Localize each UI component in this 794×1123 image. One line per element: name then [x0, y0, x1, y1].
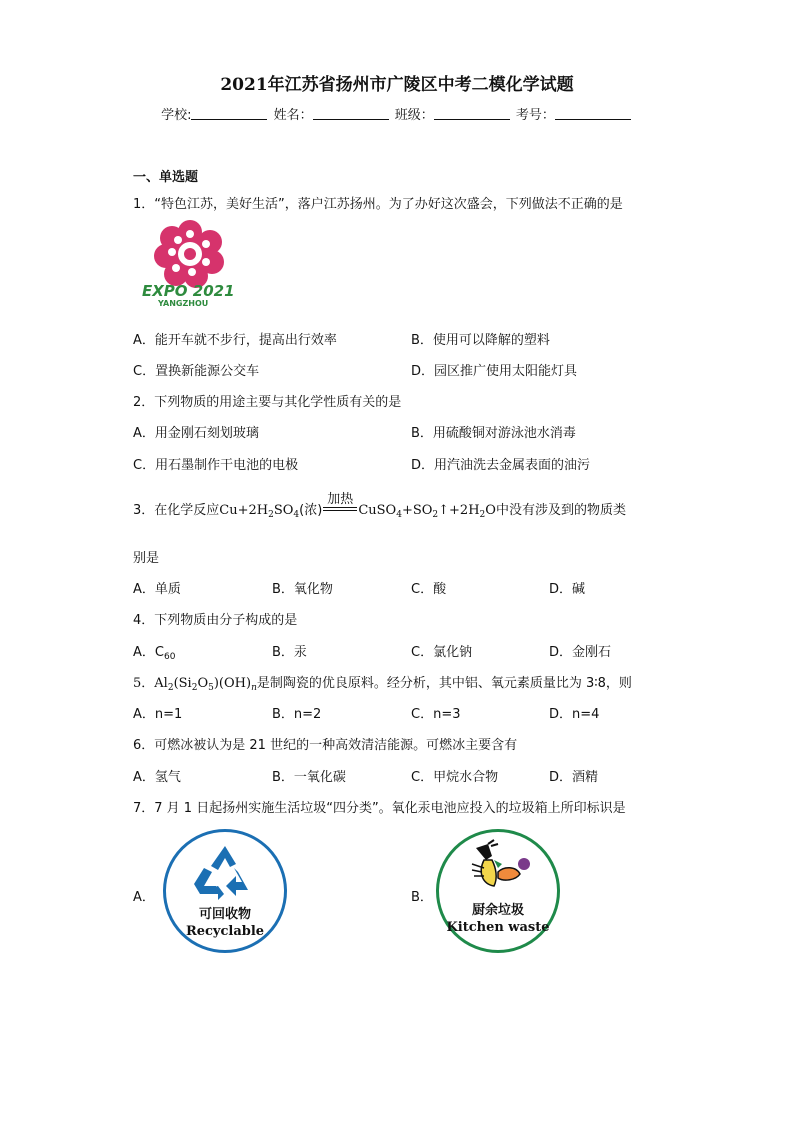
q1-option-c[interactable]: C．置换新能源公交车: [133, 364, 260, 379]
q3-option-d[interactable]: D．碱: [549, 582, 586, 597]
q5-option-a[interactable]: A．n=1: [133, 707, 183, 722]
q3-suffix: 中没有涉及到的物质类: [495, 503, 626, 518]
q3-concentrated: (浓): [299, 503, 323, 518]
class-blank[interactable]: [434, 107, 510, 120]
expo-logo-text: EXPO 2021: [142, 282, 235, 300]
q7-stem: 7．7 月 1 日起扬州实施生活垃圾“四分类”。氧化汞电池应投入的垃圾箱上所印标识是: [133, 801, 626, 816]
q2-option-c[interactable]: C．用石墨制作干电池的电极: [133, 458, 299, 473]
q5-formula: 5．$Al_2(Si_2O_5)(OH)_n$: [133, 676, 257, 693]
q4-option-b[interactable]: B．汞: [272, 645, 307, 660]
expo-logo: [140, 218, 240, 310]
kitchen-waste-badge[interactable]: [436, 829, 560, 953]
q3-condition-arrow: 加热: [322, 503, 358, 518]
q1-option-b[interactable]: B．使用可以降解的塑料: [411, 333, 550, 348]
q3-option-c[interactable]: C．酸: [411, 582, 447, 597]
kitchen-waste-icon: [458, 838, 538, 898]
q2-option-b[interactable]: B．用硫酸铜对游泳池水消毒: [411, 426, 576, 441]
q7-option-a-label[interactable]: A．: [133, 890, 155, 905]
q1-option-d[interactable]: D．园区推广使用太阳能灯具: [411, 364, 578, 379]
name-blank[interactable]: [313, 107, 389, 120]
q3-option-a[interactable]: A．单质: [133, 582, 181, 597]
kitchen-waste-cn-label: 厨余垃圾: [471, 903, 524, 918]
name-label: 姓名：: [273, 108, 313, 123]
school-blank[interactable]: [191, 107, 267, 120]
q5-stem: 5．$Al_2(Si_2O_5)(OH)_n$是制陶瓷的优良原料。经分析，其中铝、氧元素质量比为 3∶8，则: [133, 676, 632, 693]
page-title: 2021年江苏省扬州市广陵区中考二模化学试题: [220, 75, 574, 95]
q6-option-b[interactable]: B．一氧化碳: [272, 770, 346, 785]
q6-option-d[interactable]: D．酒精: [549, 770, 599, 785]
q3-prefix: 3．在化学反应: [133, 503, 220, 518]
q3-stem: [133, 492, 626, 520]
q7-option-b-label[interactable]: B．: [411, 890, 433, 905]
id-blank[interactable]: [555, 107, 631, 120]
recyclable-en-label: Recyclable: [185, 924, 265, 939]
section-title: 一、单选题: [133, 170, 199, 185]
q4-option-a[interactable]: A．$C_{60}$: [133, 645, 176, 662]
q1-option-a[interactable]: A．能开车就不步行，提高出行效率: [133, 333, 337, 348]
expo-logo-subtext: YANGZHOU: [158, 299, 209, 308]
q4-option-c[interactable]: C．氯化钠: [411, 645, 473, 660]
recyclable-cn-label: 可回收物: [198, 907, 251, 922]
q5-option-d[interactable]: D．n=4: [549, 707, 600, 722]
q5-option-b[interactable]: B．n=2: [272, 707, 322, 722]
id-label: 考号：: [515, 108, 555, 123]
kitchen-waste-en-label: Kitchen waste: [446, 920, 550, 935]
q3-stem-line2: 别是: [133, 551, 160, 566]
q6-stem: 6．可燃冰被认为是 21 世纪的一种高效清洁能源。可燃冰主要含有: [133, 738, 518, 753]
q2-stem: 2．下列物质的用途主要与其化学性质有关的是: [133, 395, 402, 410]
q2-option-a[interactable]: A．用金刚石刻划玻璃: [133, 426, 259, 441]
q3-option-b[interactable]: B．氧化物: [272, 582, 333, 597]
recycle-icon: [190, 842, 260, 902]
q5-option-c[interactable]: C．n=3: [411, 707, 461, 722]
q1-stem: 1．“特色江苏，美好生活”，落户江苏扬州。为了办好这次盛会，下列做法不正确的是: [133, 197, 623, 212]
class-label: 班级：: [394, 108, 434, 123]
q6-option-a[interactable]: A．氢气: [133, 770, 181, 785]
recyclable-badge[interactable]: [163, 829, 287, 953]
student-info-line: [0, 104, 794, 123]
q3-reactants: $Cu+2H_2SO_4$: [219, 503, 300, 520]
q2-option-d[interactable]: D．用汽油洗去金属表面的油污: [411, 458, 591, 473]
q4-stem: 4．下列物质由分子构成的是: [133, 613, 298, 628]
q3-products: $CuSO_4+SO_2↑+2H_2O$: [358, 503, 496, 520]
q4-option-d[interactable]: D．金刚石: [549, 645, 612, 660]
school-label: 学校:: [161, 108, 192, 123]
q6-option-c[interactable]: C．甲烷水合物: [411, 770, 499, 785]
